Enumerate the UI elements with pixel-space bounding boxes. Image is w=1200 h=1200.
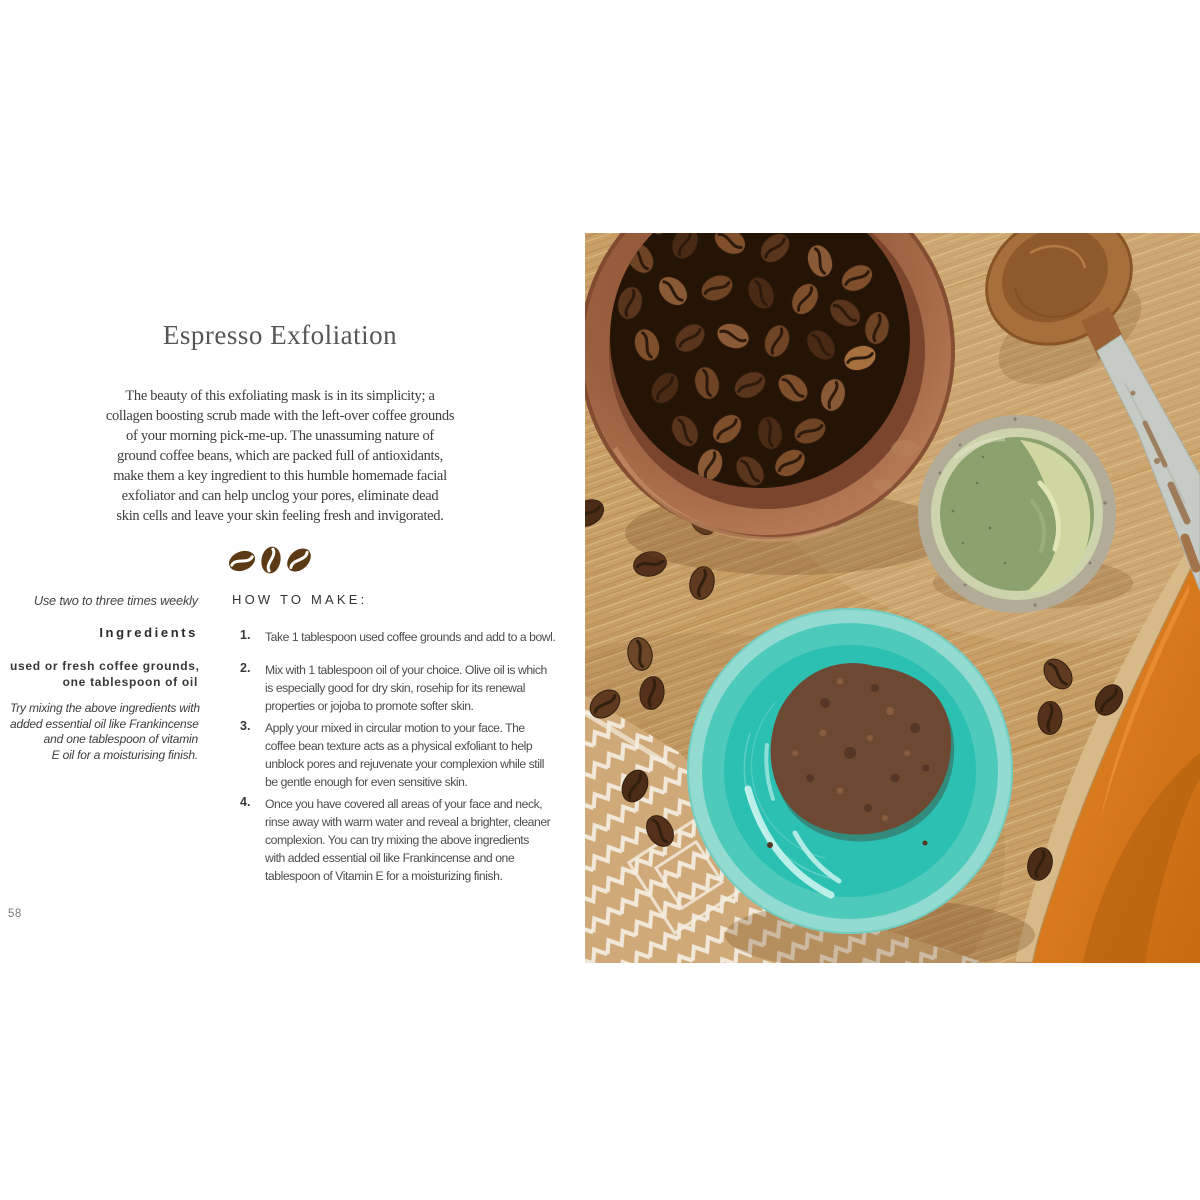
page-title: Espresso Exfoliation — [162, 320, 398, 350]
step-number: 4. — [240, 795, 251, 809]
intro-line: exfoliator and can help unclog your pores, eliminate dead — [121, 488, 439, 504]
coffee-bean-divider — [228, 545, 316, 582]
coffee-bean-icon — [228, 545, 316, 577]
step-text: Mix with 1 tablespoon oil of your choice. Olive oil is which is especially good for dry skin, rosehip for its renewal properties or jojoba to promote softer skin. — [265, 663, 547, 713]
intro-line: The beauty of this exfoliating mask is in its simplicity; a — [125, 388, 435, 404]
copper-bowl — [585, 233, 955, 575]
tip-line: Try mixing the above ingredients with — [10, 701, 200, 715]
intro-line: collagen boosting scrub made with the left-over coffee grounds — [105, 408, 455, 424]
step-text: Apply your mixed in circular motion to your face. The coffee bean texture acts as a physical exfoliant to help unblock pores and rejuvenate your complexion while still be gentle enough for even sensitive skin. — [265, 721, 544, 789]
ingredients-line: one tablespoon of oil — [62, 674, 198, 689]
intro-line: make them a key ingredient to this humble homemade facial — [113, 468, 447, 484]
intro-line: of your morning pick-me-up. The unassuming nature of — [126, 428, 434, 444]
intro-paragraph — [88, 386, 472, 526]
tip-line: and one tablespoon of vitamin — [43, 732, 198, 747]
step-number: 3. — [240, 719, 251, 733]
tip-note — [10, 701, 198, 764]
tip-line: E oil for a moisturising finish. — [51, 748, 198, 763]
intro-line: skin cells and leave your skin feeling fresh and invigorated. — [116, 508, 444, 524]
ingredients-list — [10, 659, 198, 690]
how-to-make-heading: HOW TO MAKE: — [232, 592, 368, 607]
ingredients-heading: Ingredients — [99, 625, 198, 640]
tip-line: added essential oil like Frankincense — [10, 716, 199, 731]
step-text: Take 1 tablespoon used coffee grounds and add to a bowl. — [265, 630, 556, 644]
step-text: Once you have covered all areas of your face and neck, rinse away with warm water and reveal a brighter, cleaner complexion. You can try mixing the above ingredients with added essential oil like Frankincense and one tablespoon of Vitamin E for a moisturizing finish. — [265, 797, 551, 883]
recipe-photo — [585, 233, 1200, 963]
photo-illustration — [585, 233, 1200, 963]
page-number: 58 — [8, 908, 22, 920]
step-number: 2. — [240, 661, 251, 675]
step-number: 1. — [240, 628, 251, 642]
intro-line: ground coffee beans, which are packed full of antioxidants, — [117, 448, 443, 464]
ingredients-line: used or fresh coffee grounds, — [10, 659, 200, 673]
frequency-note: Use two to three times weekly — [33, 593, 198, 608]
